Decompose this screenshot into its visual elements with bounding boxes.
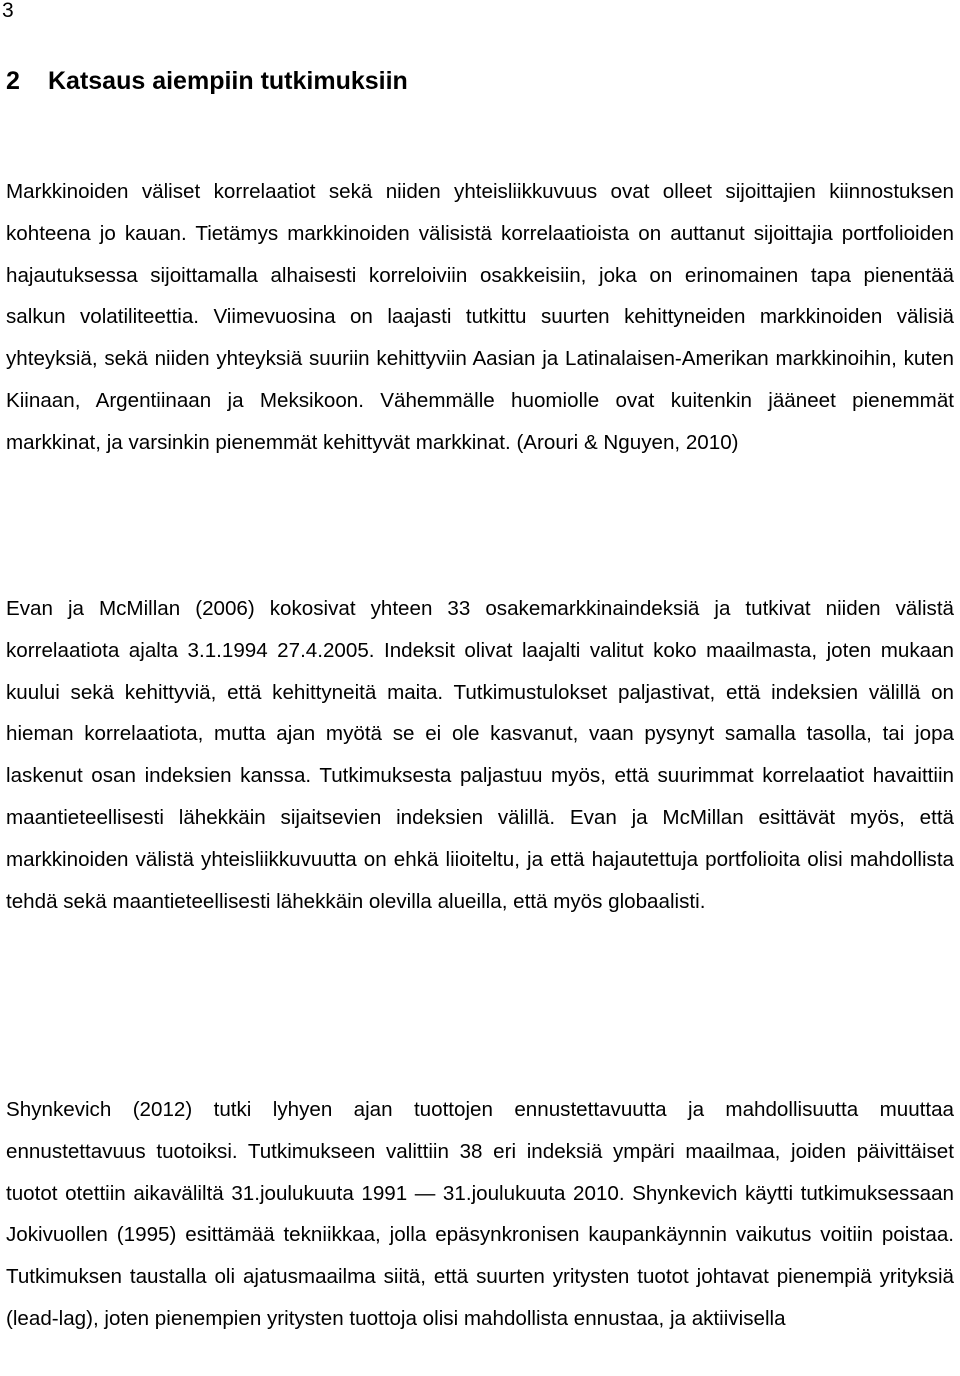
section-title: Katsaus aiempiin tutkimuksiin — [48, 67, 408, 95]
paragraph-evan-mcmillan: Evan ja McMillan (2006) kokosivat yhteen 33 osakemarkkinaindeksiä ja tutkivat niiden välistä korrelaatiota ajalta 3.1.1994 27.4.2005. Indeksit olivat laajalti valitut koko maailmasta, joten mukaan kuului sekä kehittyviä, että kehittyneitä maita. Tutkimustulokset paljastivat, että indeksien välillä on hieman korrelaatiota, mutta ajan myötä se ei ole kasvanut, vaan pysynyt samalla tasolla, tai jopa laskenut osan indeksien kanssa. Tutkimuksesta paljastuu myös, että suurimmat korrelaatiot havaittiin maantieteellisesti lähekkäin sijaitsevien indeksien välillä. Evan ja McMillan esittävät myös, että markkinoiden välistä yhteisliikkuvuutta on ehkä liioiteltu, ja että hajautettuja portfolioita olisi mahdollista tehdä sekä maantieteellisesti lähekkäin olevilla alueilla, että myös globaalisti. — [6, 597, 954, 913]
section-heading — [6, 66, 408, 96]
page-number: 3 — [2, 0, 14, 22]
paragraph-shynkevich: Shynkevich (2012) tutki lyhyen ajan tuottojen ennustettavuutta ja mahdollisuutta muuttaa ennustettavuus tuotoiksi. Tutkimukseen valittiin 38 eri indeksiä ympäri maailmaa, joiden päivittäiset tuotot otettiin aikaväliltä 31.joulukuuta 1991 — 31.joulukuuta 2010. Shynkevich käytti tutkimuksessaan Jokivuollen (1995) esittämää tekniikkaa, jolla epäsynkronisen kaupankäynnin vaikutus voitiin poistaa. Tutkimuksen taustalla oli ajatusmaailma siitä, että suurten yritysten tuotot johtavat pienempiä yrityksiä (lead-lag), joten pienempien yritysten tuottoja olisi mahdollista ennustaa, ja aktiivisella — [6, 1098, 954, 1330]
paragraph-market-correlations: Markkinoiden väliset korrelaatiot sekä niiden yhteisliikkuvuus ovat olleet sijoittajien kiinnostuksen kohteena jo kauan. Tietämys markkinoiden välisistä korrelaatioista on auttanut sijoittajia portfolioiden hajautuksessa sijoittamalla alhaisesti korreloiviin osakkeisiin, joka on erinomainen tapa pienentää salkun volatiliteettia. Viimevuosina on laajasti tutkittu suurten kehittyneiden markkinoiden välisiä yhteyksiä, sekä niiden yhteyksiä suuriin kehittyviin Aasian ja Latinalaisen-Amerikan markkinoihin, kuten Kiinaan, Argentiinaan ja Meksikoon. Vähemmälle huomiolle ovat kuitenkin jääneet pienemmät markkinat, ja varsinkin pienemmät kehittyvät markkinat. (Arouri & Nguyen, 2010) — [6, 180, 954, 454]
section-number: 2 — [6, 67, 20, 95]
